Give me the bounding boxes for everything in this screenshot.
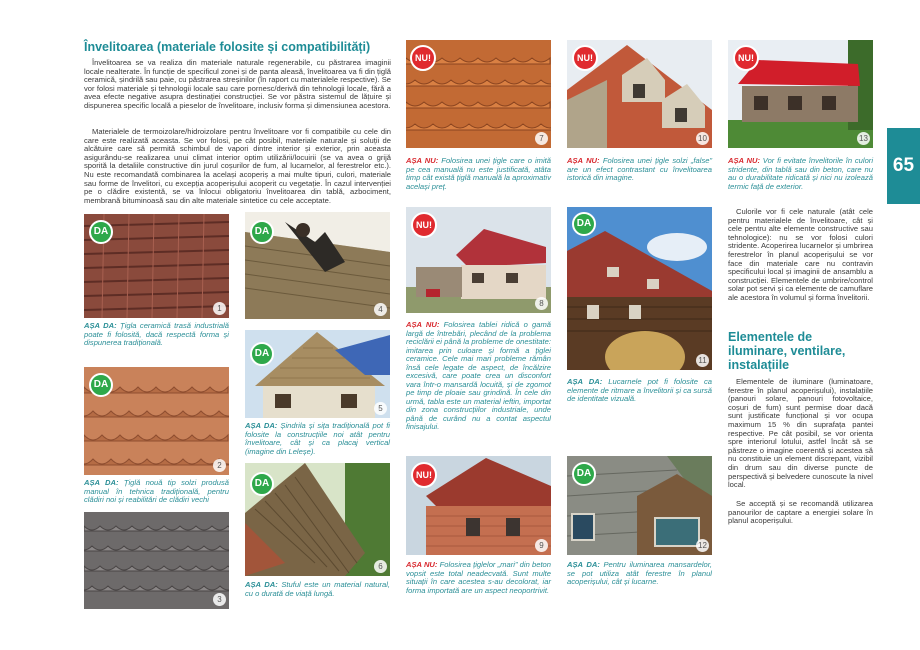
lighting-paragraph: Elementele de iluminare (luminatoare, ferestre în planul acoperișului), instalațiile (panouri solare, panouri fotovoltaice, coșuri de fum) sunt permise doar dacă sunt justificate funcțional și vor ocupa maximum 15 % din suprafața pantei respective. Pe cât posibil, se vor orienta spre interiorul lotului, astfel încât să se păstreze o imagine coerentă și acestea să nu constituie un element discrepant, vizibil din drum sau din diverse puncte de perspectivă și belvedere cunoscute la nivel local. [728, 377, 873, 490]
nu-badge: NU! [410, 45, 436, 71]
right-paragraph: Culorile vor fi cele naturale (atât cele pentru materialele de învelitoare, cât și cele pentru alte elemente constructive sau tehnologice): nu se vor folosi culori stridente. Acoperirea lucarnelor și umbrirea ferestrelor în planul acoperișului se vor face din materiale care nu contravin specificului local și imaginii de ansamblu a construcției. Elementele de umbrire/control solar pot servi și ca elemente de camuflare ale acestora în volumul și forma învelitorii. [728, 207, 873, 302]
caption-text: Stuful este un material natural, cu o durată de viață lungă. [245, 580, 390, 598]
photo-roof-window [567, 456, 712, 555]
caption-9 [406, 561, 551, 595]
photo-metal-roof [406, 207, 551, 313]
caption-7 [406, 157, 551, 191]
caption-lead: AȘA NU: [406, 320, 440, 329]
photo-number: 13 [857, 132, 870, 145]
caption-8 [406, 321, 551, 432]
caption-6 [245, 581, 390, 598]
nu-badge: NU! [411, 212, 437, 238]
da-badge: DA [572, 462, 596, 486]
caption-text: Țiglă nouă tip solzi produsă manual în tehnica tradițională, pentru clădiri noi și reabilitări de clădiri vechi [84, 478, 230, 504]
caption-10 [567, 157, 712, 183]
caption-text: Folosirea tablei ridică o gamă largă de întrebări, plecând de la problema reciclării ei până la probleme de onestitate: imitarea prin culoare și formă a țiglei ceramice. Cele mai mari probleme rămân însă cele legate de aspect, de încălzire excesivă, care poate crea un disconfort vara într-o mansardă locuită, și de zgomot pe timp de ploaie sau grindină. În cele din urmă, tabla este un material ieftin, importat din zona construcțiilor industriale, unde până de curând nu a contat aspectul finisajului. [406, 320, 551, 431]
da-badge: DA [250, 342, 274, 366]
caption-lead: AȘA NU: [567, 156, 600, 165]
caption-lead: AȘA NU: [406, 156, 439, 165]
caption-lead: AȘA DA: [567, 377, 603, 386]
caption-11 [567, 378, 712, 404]
photo-number: 4 [374, 303, 387, 316]
caption-text: Folosirea unei țigle solzi „false” are un efect contrastant cu învelitoarea istorică din imagine. [567, 156, 713, 182]
section-paragraph-1: Învelitoarea se va realiza din materiale naturale regenerabile, cu păstrarea imaginii locale nealterate. În funcție de specificul zonei și de panta aleasă, învelitoarea va fi din țiglă ceramică, șindrilă sau paie, cu păstrarea streșinilor (în raport cu materialele respective). Se vor folosi materiale și tehnologii locale sau care pornesc/derivă din tehnologii locale, fără a avea efecte negative asupra destinației construcției. Se vor păstra sistemul de lățuire și dispunerea specific locală a pieselor de învelitoare, inclusiv forma și dimensiunea acestora. [84, 58, 391, 110]
da-badge: DA [572, 212, 596, 236]
caption-text: Lucarnele pot fi folosite ca elemente de ritmare a învelitorii și ca sursă de identitate vizuală. [567, 377, 712, 403]
caption-text: Folosirea țiglelor „mari” din beton vopsit este total neadecvată. Sunt multe situații în care acestea s-au decolorat, iar forma importată are un aspect neoportrivit. [406, 560, 552, 595]
caption-5 [245, 422, 390, 456]
photo-fake-scale-tile [567, 40, 712, 148]
caption-text: Folosirea unei țigle care o imită pe cea manuală nu este justificată, atâta timp cât există țiglă manuală la aproximativ același preț. [406, 156, 551, 191]
nu-badge: NU! [411, 462, 437, 488]
photo-number: 3 [213, 593, 226, 606]
photo-dormers-house [567, 207, 712, 370]
caption-13 [728, 157, 873, 191]
photo-concrete-tile [406, 456, 551, 555]
solar-paragraph: Se acceptă și se recomandă utilizarea panourilor de captare a energiei solare în planul acoperișului. [728, 499, 873, 526]
caption-2 [84, 479, 229, 505]
section-paragraph-2: Materialele de termoizolare/hidroizolare pentru învelitoare vor fi compatibile cu cele din care este realizată aceasta. Se vor folosi, pe cât posibil, materiale naturale și soluții de alcătuire care să permită schimbul de vapori dintre interior și exterior, prin aceasta asigurându-se realizarea unui climat interior optim utilizării/locuirii (se va avea o grijă sporită la detaliile constructive din jurul coșurilor de fum, al lucarnelor, al ferestrelor etc.). Nu este recomandată combinarea la același acoperiș a mai multe tipuri, culori, materiale sau forme de învelitori, cu excepția acoperișului acoperit cu vegetație. În cazul intervenției pe o clădire existentă, se va înlocui obligatoriu învelitoarea din tablă, azbociment, membrană bituminoasă sau din alte materiale sintetice cu cele acceptate. [84, 127, 391, 205]
photo-shingle-worker [245, 212, 390, 319]
caption-lead: AȘA DA: [84, 321, 117, 330]
photo-shingle-house [245, 330, 390, 418]
caption-lead: AȘA NU: [728, 156, 761, 165]
da-badge: DA [89, 373, 113, 397]
da-badge: DA [250, 220, 274, 244]
photo-number: 11 [696, 354, 709, 367]
caption-lead: AȘA DA: [84, 478, 119, 487]
photo-number: 12 [696, 539, 709, 552]
caption-text: Șindrila și sița tradițională pot fi folosite la construcțiile noi atât pentru învelitoare, cât și ca placaj vertical (imagine din Leleșe). [245, 421, 390, 456]
photo-number: 8 [535, 297, 548, 310]
caption-lead: AȘA NU: [406, 560, 438, 569]
caption-text: Țigla ceramică trasă industrială poate fi folosită, dacă respectă forma și dispunerea tradițională. [84, 321, 230, 347]
photo-number: 1 [213, 302, 226, 315]
caption-text: Vor fi evitate învelitorile în culori stridente, din tablă sau din beton, care nu au o durabilitate ridicată și nici nu izolează termic față de exterior. [728, 156, 874, 191]
caption-1 [84, 322, 229, 348]
photo-handmade-tile [84, 367, 229, 475]
photo-number: 6 [374, 560, 387, 573]
photo-grey-tile [84, 512, 229, 609]
photo-thatch-roof [245, 463, 390, 576]
caption-text: Pentru iluminarea mansardelor, se pot utiliza atât ferestre în planul acoperișului, cât și lucarne. [567, 560, 712, 586]
page-number: 65 [887, 128, 920, 204]
da-badge: DA [250, 472, 274, 496]
photo-imitation-tile [406, 40, 551, 148]
photo-number: 7 [535, 132, 548, 145]
caption-12 [567, 561, 712, 587]
lighting-title: Elementele de iluminare, ventilare, instalațiile [728, 330, 846, 372]
nu-badge: NU! [572, 45, 598, 71]
photo-number: 5 [374, 402, 387, 415]
caption-lead: AȘA DA: [245, 421, 278, 430]
caption-lead: AȘA DA: [245, 580, 278, 589]
nu-badge: NU! [733, 45, 759, 71]
photo-red-metal-roof [728, 40, 873, 148]
section-title: Învelitoarea (materiale folosite și compatibilități) [84, 40, 371, 54]
photo-ceramic-tile [84, 214, 229, 318]
caption-lead: AȘA DA: [567, 560, 600, 569]
photo-number: 10 [696, 132, 709, 145]
da-badge: DA [89, 220, 113, 244]
photo-number: 2 [213, 459, 226, 472]
photo-number: 9 [535, 539, 548, 552]
